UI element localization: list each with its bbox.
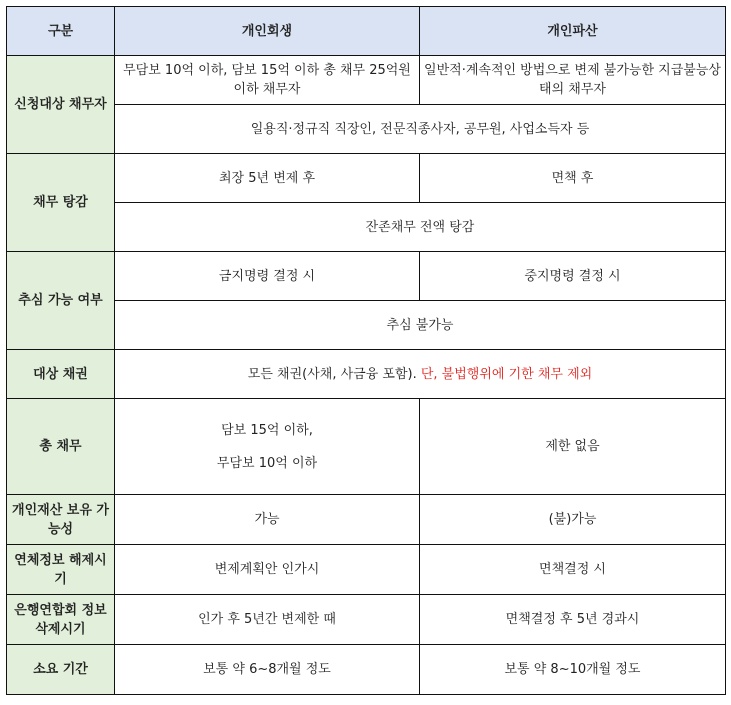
row-total-debt	[7, 399, 726, 495]
label-eligible: 신청대상 채무자	[7, 56, 115, 154]
duration-rehab: 보통 약 6~8개월 정도	[115, 645, 420, 695]
row-duration	[7, 645, 726, 695]
row-collection-common	[7, 301, 726, 350]
row-claims	[7, 350, 726, 399]
row-collection	[7, 252, 726, 301]
label-total-debt: 총 채무	[7, 399, 115, 495]
row-eligible	[7, 56, 726, 105]
total-debt-rehab	[115, 399, 420, 495]
row-discharge	[7, 154, 726, 203]
header-row	[7, 7, 726, 56]
header-category: 구분	[7, 7, 115, 56]
label-discharge: 채무 탕감	[7, 154, 115, 252]
delinquency-bankruptcy: 면책결정 시	[420, 545, 726, 595]
collection-rehab: 금지명령 결정 시	[115, 252, 420, 301]
discharge-common: 잔존채무 전액 탕감	[115, 203, 726, 252]
row-bank-info	[7, 595, 726, 645]
label-bank-info: 은행연합회 정보 삭제시기	[7, 595, 115, 645]
bank-info-bankruptcy: 면책결정 후 5년 경과시	[420, 595, 726, 645]
header-rehab: 개인회생	[115, 7, 420, 56]
claims-text: 모든 채권(사채, 사금융 포함).	[247, 366, 417, 382]
comparison-table	[6, 6, 726, 695]
assets-bankruptcy: (불)가능	[420, 495, 726, 545]
discharge-bankruptcy: 면책 후	[420, 154, 726, 203]
claims-note: 단, 불법행위에 기한 채무 제외	[420, 366, 593, 382]
label-assets: 개인재산 보유 가능성	[7, 495, 115, 545]
collection-common: 추심 불가능	[115, 301, 726, 350]
label-collection: 추심 가능 여부	[7, 252, 115, 350]
eligible-common: 일용직·정규직 직장인, 전문직종사자, 공무원, 사업소득자 등	[115, 105, 726, 154]
header-bankruptcy: 개인파산	[420, 7, 726, 56]
bank-info-rehab: 인가 후 5년간 변제한 때	[115, 595, 420, 645]
row-assets	[7, 495, 726, 545]
total-debt-rehab-line1: 담보 15억 이하,	[221, 422, 313, 438]
discharge-rehab: 최장 5년 변제 후	[115, 154, 420, 203]
total-debt-bankruptcy: 제한 없음	[420, 399, 726, 495]
eligible-bankruptcy: 일반적·계속적인 방법으로 변제 불가능한 지급불능상태의 채무자	[420, 56, 726, 105]
row-eligible-common	[7, 105, 726, 154]
row-discharge-common	[7, 203, 726, 252]
eligible-rehab: 무담보 10억 이하, 담보 15억 이하 총 채무 25억원 이하 채무자	[115, 56, 420, 105]
assets-rehab: 가능	[115, 495, 420, 545]
collection-bankruptcy: 중지명령 결정 시	[420, 252, 726, 301]
claims-cell	[115, 350, 726, 399]
delinquency-rehab: 변제계획안 인가시	[115, 545, 420, 595]
label-claims: 대상 채권	[7, 350, 115, 399]
row-delinquency	[7, 545, 726, 595]
label-duration: 소요 기간	[7, 645, 115, 695]
total-debt-rehab-line2: 무담보 10억 이하	[216, 455, 318, 471]
label-delinquency: 연체정보 해제시기	[7, 545, 115, 595]
duration-bankruptcy: 보통 약 8~10개월 정도	[420, 645, 726, 695]
